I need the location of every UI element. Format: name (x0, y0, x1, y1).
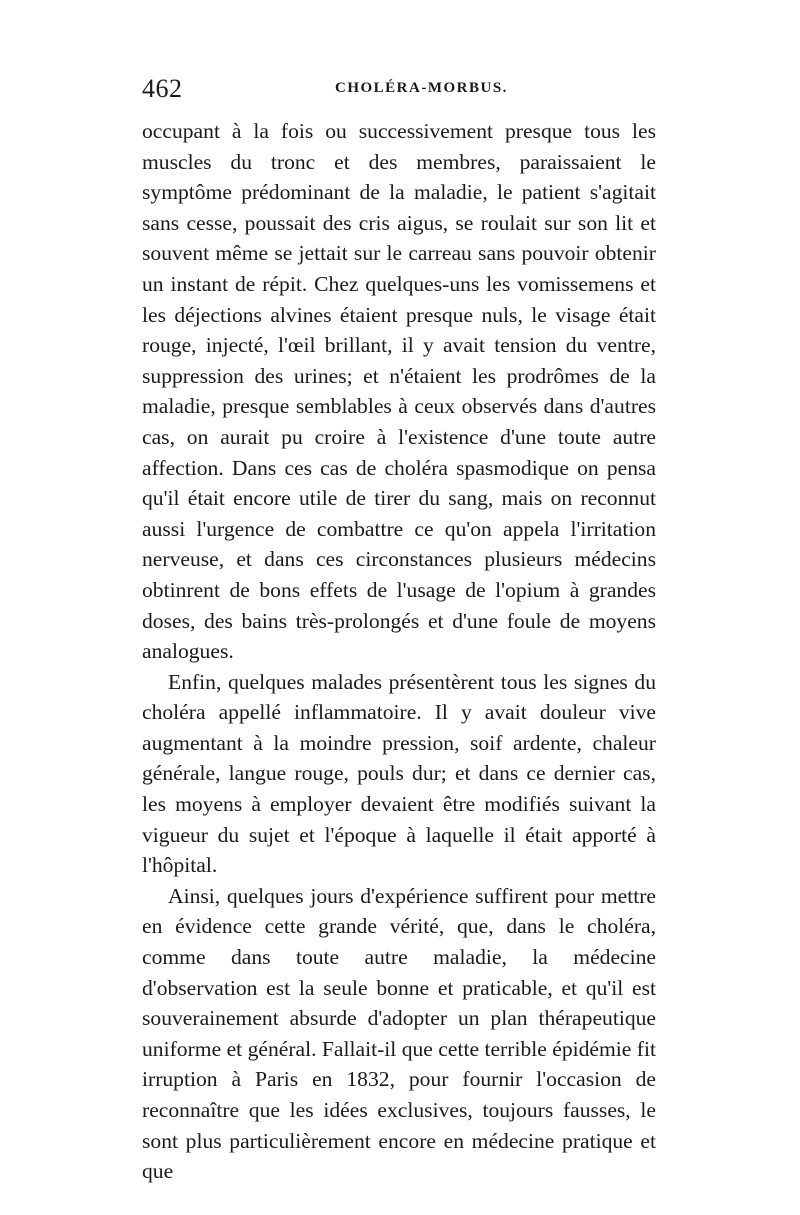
paragraph-conclusion: Ainsi, quelques jours d'expérience suffirent pour mettre en évidence cette grande vérité, que, dans le choléra, comme dans toute autre maladie, la médecine d'observation est la seule bonne et praticable, et qu'il est souverainement absurde d'adopter un plan thérapeutique uniforme et général. Fallait-il que cette terrible épidémie fit irruption à Paris en 1832, pour fournir l'occasion de reconnaître que les idées exclusives, toujours fausses, le sont plus particulièrement encore en médecine pratique et que (142, 883, 656, 1184)
page-number: 462 (142, 74, 183, 103)
paragraph-continuation: occupant à la fois ou successivement presque tous les muscles du tronc et des membres, paraissaient le symptôme prédominant de la maladie, le patient s'agitait sans cesse, poussait des cris aigus, se roulait sur son lit et souvent même se jettait sur le carreau sans pouvoir obtenir un instant de répit. Chez quelques-uns les vomissemens et les déjections alvines étaient presque nuls, le visage était rouge, injecté, l'œil brillant, il y avait tension du ventre, suppression des urines; et n'étaient les prodrômes de la maladie, presque semblables à ceux observés dans d'autres cas, on aurait pu croire à l'existence d'une toute autre affection. Dans ces cas de choléra spasmodique on pensa qu'il était encore utile de tirer du sang, mais on reconnut aussi l'urgence de combattre ce qu'on appela l'irritation nerveuse, et dans ces circonstances plusieurs médecins obtinrent de bons effets de l'usage de l'opium à grandes doses, des bains très-prolongés et d'une foule de moyens analogues. (142, 119, 656, 664)
running-title: CHOLÉRA-MORBUS. (335, 80, 508, 96)
page-header (142, 74, 660, 114)
paragraph-inflammatory-cholera: Enfin, quelques malades présentèrent tous les signes du choléra appellé inflammatoire. Il y avait douleur vive augmentant à la moindre pression, soif ardente, chaleur générale, langue rouge, pouls dur; et dans ce dernier cas, les moyens à employer devaient être modifiés suivant la vigueur du sujet et l'époque à laquelle il était apporté à l'hôpital. (142, 669, 656, 878)
body-text (142, 116, 656, 1187)
